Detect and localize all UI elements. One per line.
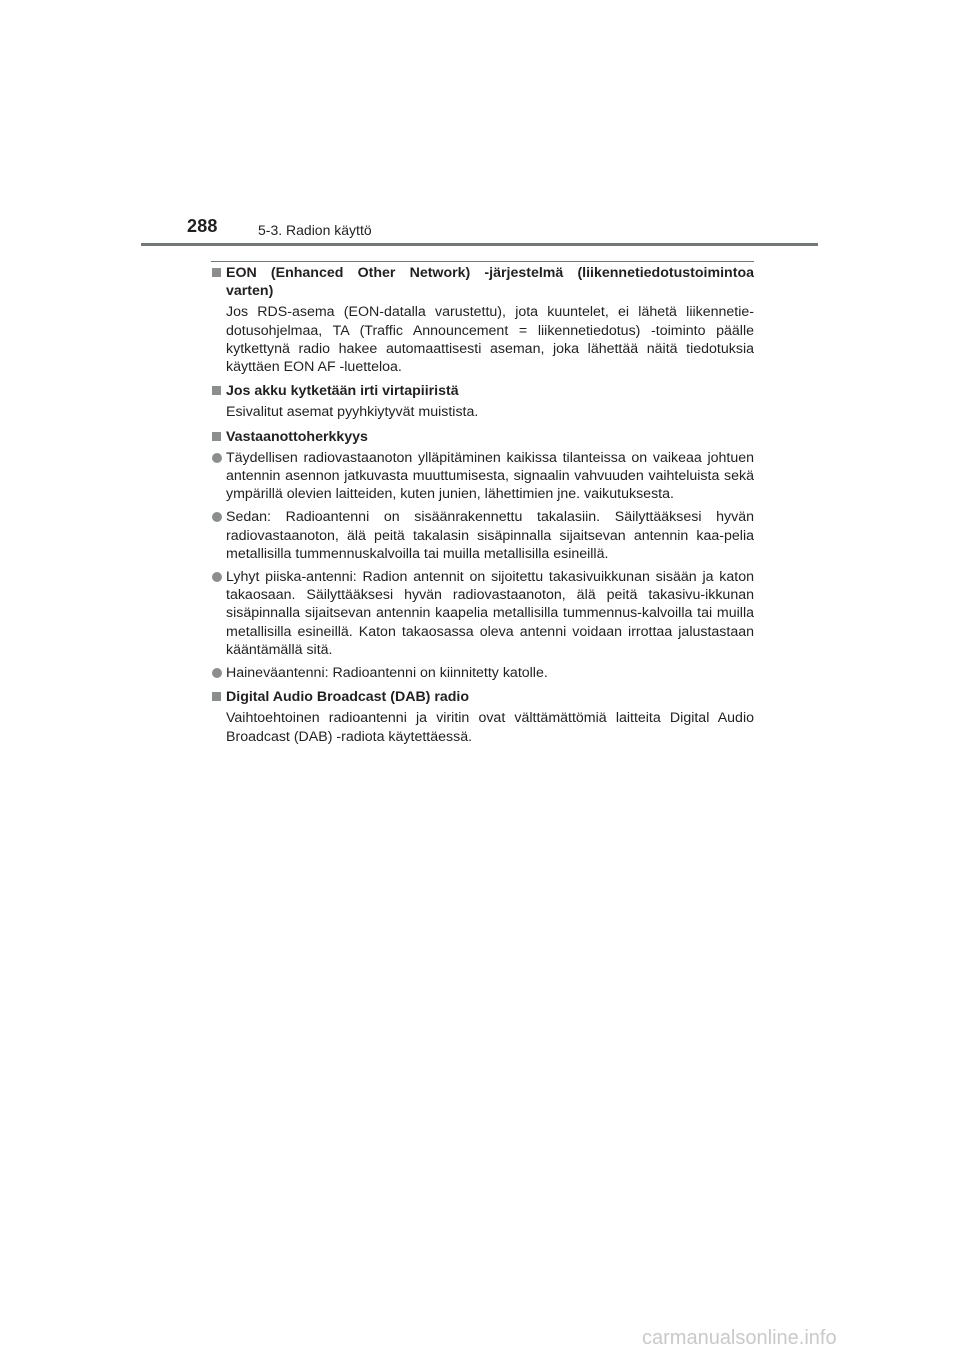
section-heading (209, 382, 754, 400)
header-divider (141, 243, 818, 246)
section-heading (209, 264, 754, 300)
watermark: carmanualsonline.info (642, 1327, 837, 1349)
square-bullet-icon (212, 692, 221, 701)
circle-bullet-icon (212, 512, 222, 522)
section-title: 5-3. Radion käyttö (258, 222, 372, 238)
list-item-text: Täydellisen radiovastaanoton ylläpitäminen kaikissa tilanteissa on vaikeaa johtuen antennin asennon jatkuvasta muuttumisesta, signaalin vahvuuden vaihteluista sekä ympärillä olevien laitteiden, kuten junien, lähettimien jne. vaikutuksesta. (226, 449, 754, 503)
page-content (209, 264, 754, 752)
square-bullet-icon (212, 268, 221, 277)
section-heading-text: EON (Enhanced Other Network) -järjestelmä (liikennetiedotustoimintoa varten) (226, 265, 754, 300)
list-item-text: Sedan: Radioantenni on sisäänrakennettu takalasiin. Säilyttääksesi hyvän radiovastaanoton, älä peitä takalasin sisäpinnalla sijaitsevan antennin kaa-pelia metallisilla tummennuskalvoilla tai muilla metallisilla esineillä. (226, 509, 754, 562)
section-reception (209, 428, 754, 683)
list-item-text: Haineväantenni: Radioantenni on kiinnitetty katolle. (226, 665, 548, 682)
square-bullet-icon (212, 386, 221, 395)
content-divider (211, 261, 754, 262)
section-body: Vaihtoehtoinen radioantenni ja viritin ovat välttämättömiä laitteita Digital Audio Broadcast (DAB) -radiota käytettäessä. (226, 710, 754, 745)
section-eon (209, 264, 754, 376)
section-heading (209, 428, 754, 446)
list-item (209, 508, 754, 563)
section-heading-text: Jos akku kytketään irti virtapiiristä (226, 383, 459, 400)
circle-bullet-icon (212, 572, 222, 582)
square-bullet-icon (212, 432, 221, 441)
section-dab (209, 688, 754, 746)
list-item (209, 568, 754, 659)
list-item (209, 664, 754, 682)
section-body: Jos RDS-asema (EON-datalla varustettu), jota kuuntelet, ei lähetä liikennetie-dotusohjelmaa, TA (Traffic Announcement = liikennetiedotus) -toiminto päälle kytkettynä radio hakee automaattisesti aseman, joka lähettää näitä tiedotuksia käyttäen EON AF -luetteloa. (226, 304, 754, 376)
section-heading-text: Vastaanottoherkkyys (226, 428, 368, 445)
list-item (209, 449, 754, 504)
circle-bullet-icon (212, 453, 222, 463)
section-battery (209, 382, 754, 421)
section-heading (209, 688, 754, 706)
section-body: Esivalitut asemat pyyhkiytyvät muistista. (226, 404, 479, 421)
page-number: 288 (187, 216, 218, 236)
circle-bullet-icon (212, 668, 222, 678)
section-heading-text: Digital Audio Broadcast (DAB) radio (226, 689, 470, 706)
list-item-text: Lyhyt piiska-antenni: Radion antennit on sijoitettu takasivuikkunan sisään ja katon takaosaan. Säilyttääksesi hyvän radiovastaanoton, älä peitä takasivu-ikkunan sisäpinnalla sijaitsevan antennin kaapelia metallisilla tummennus-kalvoilla tai muilla metallisilla esineillä. Katon takaosassa oleva antenni voidaan irrottaa jalustastaan kääntämällä sitä. (226, 569, 754, 658)
